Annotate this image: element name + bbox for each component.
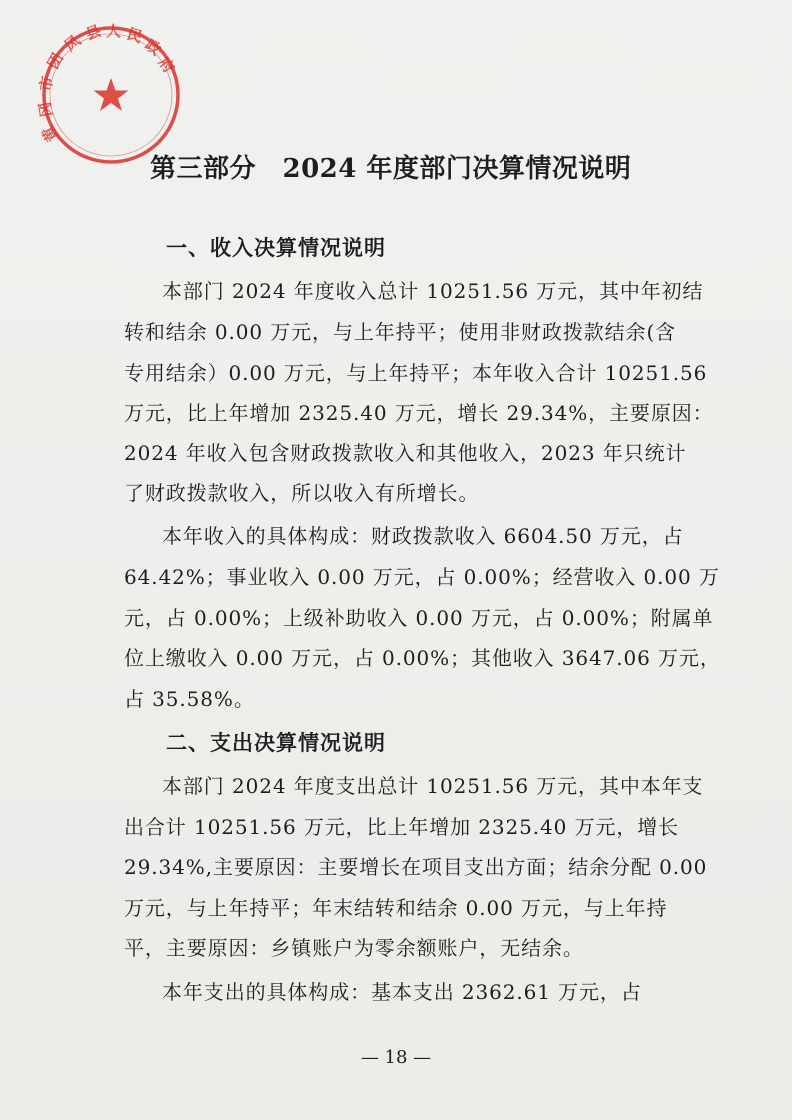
- svg-text:团: 团: [43, 49, 67, 72]
- paragraph-line: 29.34%,主要原因：主要增长在项目支出方面；结余分配 0.00: [124, 855, 708, 879]
- svg-text:政: 政: [141, 35, 165, 60]
- paragraph-line: 平，主要原因：乡镇账户为零余额账户，无结余。: [124, 936, 584, 960]
- paragraph-line: 万元，比上年增加 2325.40 万元，增长 29.34%，主要原因：: [124, 401, 714, 425]
- svg-text:府: 府: [154, 53, 179, 77]
- svg-text:市: 市: [36, 74, 57, 93]
- page-title: 第三部分 2024 年度部门决算情况说明: [150, 154, 632, 184]
- section-heading-expenditure: 二、支出决算情况说明: [166, 730, 386, 755]
- svg-text:县: 县: [83, 21, 104, 44]
- svg-text:民: 民: [124, 24, 145, 47]
- paragraph-line: 本年支出的具体构成：基本支出 2362.61 万元，占: [162, 980, 642, 1004]
- paragraph-line: 本部门 2024 年度支出总计 10251.56 万元，其中本年支: [162, 774, 704, 798]
- paragraph-line: 本部门 2024 年度收入总计 10251.56 万元，其中年初结: [162, 279, 704, 303]
- svg-text:冈: 冈: [36, 100, 56, 119]
- paragraph-line: 元，占 0.00%；上级补助收入 0.00 万元，占 0.00%；附属单: [124, 606, 714, 630]
- paragraph-line: 64.42%；事业收入 0.00 万元，占 0.00%；经营收入 0.00 万: [124, 565, 720, 589]
- svg-text:黄: 黄: [38, 122, 62, 145]
- page-number: — 18 —: [360, 1047, 432, 1068]
- star-icon: [94, 78, 129, 111]
- paragraph-line: 专用结余）0.00 万元，与上年持平；本年收入合计 10251.56: [124, 361, 708, 385]
- section-heading-income: 一、收入决算情况说明: [166, 235, 386, 260]
- paragraph-line: 占 35.58%。: [124, 687, 255, 711]
- paragraph-line: 本年收入的具体构成：财政拨款收入 6604.50 万元，占: [162, 524, 684, 548]
- svg-text:风: 风: [61, 31, 85, 56]
- paragraph-line: 出合计 10251.56 万元，比上年增加 2325.40 万元，增长: [124, 815, 680, 839]
- paragraph-line: 位上缴收入 0.00 万元，占 0.00%；其他收入 3647.06 万元，: [124, 646, 721, 670]
- paragraph-line: 2024 年收入包含财政拨款收入和其他收入，2023 年只统计: [124, 441, 687, 465]
- svg-text:人: 人: [106, 22, 122, 40]
- paragraph-line: 转和结余 0.00 万元，与上年持平；使用非财政拨款结余(含: [124, 320, 677, 344]
- paragraph-line: 万元，与上年持平；年末结转和结余 0.00 万元，与上年持: [124, 896, 668, 920]
- paragraph-line: 了财政拨款收入，所以收入有所增长。: [124, 481, 480, 505]
